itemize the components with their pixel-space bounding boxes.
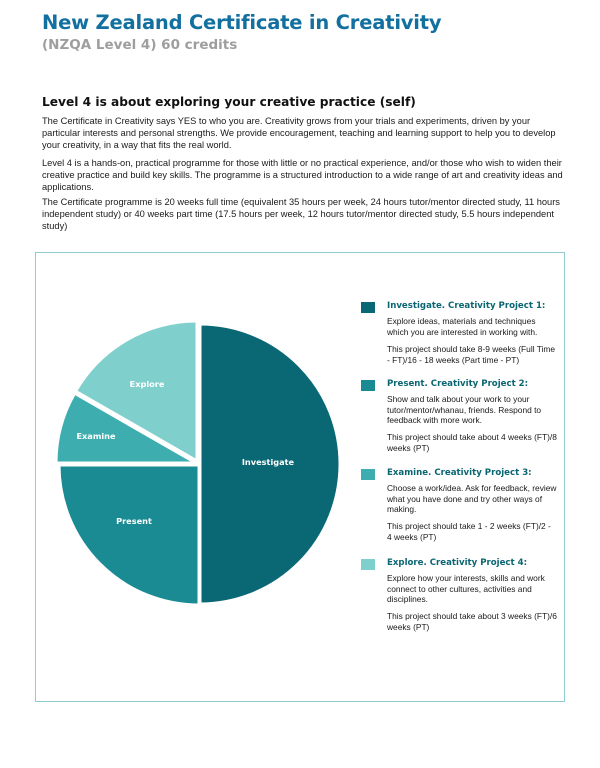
legend-duration: This project should take 8-9 weeks (Full Time - FT)/16 - 18 weeks (Part time - PT) [387,344,556,365]
legend-swatch [361,469,375,480]
legend-description: Explore ideas, materials and techniques which you are interested in working with. [387,316,538,337]
intro-paragraph-3: The Certificate programme is 20 weeks full time (equivalent 35 hours per week, 24 hours tutor/mentor directed study, 11 hours independent study) or 40 weeks part time (17.5 hours per week, 12 hours tutor/mentor directed study, 5.5 hours independent study) [42,197,560,231]
legend-description: Show and talk about your work to your tutor/mentor/whanau, friends. Respond to feedback with more work. [387,394,542,426]
legend-duration: This project should take about 4 weeks (FT)/8 weeks (PT) [387,432,557,453]
slice-label-investigate: Investigate [241,457,295,467]
section-heading: Level 4 is about exploring your creative practice (self) [42,95,416,109]
legend-duration: This project should take about 3 weeks (FT)/6 weeks (PT) [387,611,557,632]
page-subtitle: (NZQA Level 4) 60 credits [42,37,238,53]
chart-panel [35,252,565,702]
pie-slice-present [59,465,199,605]
legend-title: Present. Creativity Project 2: [387,379,529,389]
legend-description: Choose a work/idea. Ask for feedback, review what you have done and try other ways of making. [387,483,557,515]
slice-label-present: Present [116,516,152,526]
legend-swatch [361,559,375,570]
legend-swatch [361,380,375,391]
intro-paragraph-2: Level 4 is a hands-on, practical programme for those with little or no practical experience, and/or those who wish to widen their creative practice and build key skills. The programme is a structured introduction to a wide range of art and creativity ideas and applications. [42,158,563,192]
legend-title: Explore. Creativity Project 4: [387,558,528,568]
legend-description: Explore how your interests, skills and work connect to other cultures, activities and disciplines. [387,573,545,605]
intro-paragraph-1: The Certificate in Creativity says YES to who you are. Creativity grows from your trials and experiments, driven by your particular interests and personal strengths. We provide encouragement, teaching and learning support to help you to develop your creativity, in a way that fits the real world. [42,116,556,150]
legend-duration: This project should take 1 - 2 weeks (FT)/2 - 4 weeks (PT) [387,521,551,542]
slice-label-examine: Examine [76,431,116,441]
legend-swatch [361,302,375,313]
page-title: New Zealand Certificate in Creativity [42,11,442,34]
legend-title: Investigate. Creativity Project 1: [387,301,546,311]
slice-label-explore: Explore [129,379,165,389]
legend-title: Examine. Creativity Project 3: [387,468,532,478]
